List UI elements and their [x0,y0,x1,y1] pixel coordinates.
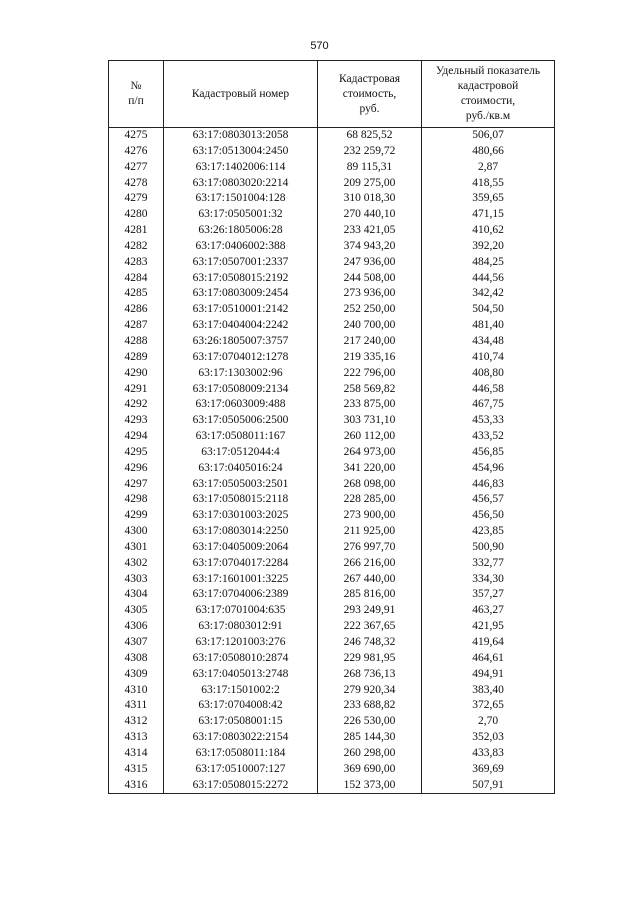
cadastral-number: 63:17:0803014:2250 [164,524,318,540]
specific-value: 2,70 [422,714,555,730]
specific-value: 500,90 [422,540,555,556]
cadastral-number: 63:17:0301003:2025 [164,508,318,524]
cadastral-value: 217 240,00 [318,334,422,350]
specific-value: 423,85 [422,524,555,540]
row-number: 4279 [109,191,164,207]
cadastral-number: 63:17:0803020:2214 [164,176,318,192]
row-number: 4290 [109,366,164,382]
table-row [109,714,555,730]
header-cadastral-value-line: Кадастровая [338,72,401,85]
row-number: 4300 [109,524,164,540]
cadastral-value: 293 249,91 [318,603,422,619]
table-row [109,603,555,619]
table-row [109,746,555,762]
cadastral-value: 247 936,00 [318,255,422,271]
cadastral-value: 222 796,00 [318,366,422,382]
header-specific-value [422,61,555,128]
table-header [109,61,555,128]
cadastral-number: 63:17:0406002:388 [164,239,318,255]
row-number: 4308 [109,651,164,667]
specific-value: 352,03 [422,730,555,746]
cadastral-value: 68 825,52 [318,128,422,144]
cadastral-value: 152 373,00 [318,778,422,794]
row-number: 4292 [109,397,164,413]
cadastral-value: 260 112,00 [318,429,422,445]
table-row [109,191,555,207]
cadastral-value: 209 275,00 [318,176,422,192]
row-number: 4312 [109,714,164,730]
cadastral-number: 63:17:0508001:15 [164,714,318,730]
cadastral-number: 63:17:0505006:2500 [164,413,318,429]
row-number: 4306 [109,619,164,635]
table-row [109,334,555,350]
row-number: 4284 [109,271,164,287]
table-row [109,730,555,746]
table-row [109,271,555,287]
specific-value: 418,55 [422,176,555,192]
table-row [109,477,555,493]
cadastral-value: 233 688,82 [318,698,422,714]
cadastral-number: 63:17:0704006:2389 [164,587,318,603]
specific-value: 410,62 [422,223,555,239]
cadastral-number: 63:17:0510001:2142 [164,302,318,318]
table-row [109,223,555,239]
cadastral-value: 228 285,00 [318,492,422,508]
row-number: 4305 [109,603,164,619]
specific-value: 421,95 [422,619,555,635]
row-number: 4294 [109,429,164,445]
row-number: 4310 [109,683,164,699]
cadastral-number: 63:17:0510007:127 [164,762,318,778]
header-cadastral-value-line: руб. [359,102,380,115]
table-row [109,286,555,302]
cadastral-value: 264 973,00 [318,445,422,461]
table-row [109,762,555,778]
cadastral-value: 211 925,00 [318,524,422,540]
cadastral-number: 63:17:0508015:2272 [164,778,318,794]
cadastral-value: 226 530,00 [318,714,422,730]
cadastral-value: 89 115,31 [318,160,422,176]
table-row [109,366,555,382]
cadastral-number: 63:17:0701004:635 [164,603,318,619]
cadastral-number: 63:17:1402006:114 [164,160,318,176]
cadastral-number: 63:17:0803012:91 [164,619,318,635]
cadastral-number: 63:17:0505003:2501 [164,477,318,493]
specific-value: 446,58 [422,382,555,398]
table-row [109,698,555,714]
specific-value: 453,33 [422,413,555,429]
row-number: 4314 [109,746,164,762]
cadastral-number: 63:17:0405016:24 [164,461,318,477]
specific-value: 408,80 [422,366,555,382]
table-row [109,350,555,366]
table-row [109,176,555,192]
row-number: 4315 [109,762,164,778]
cadastral-value: 273 900,00 [318,508,422,524]
specific-value: 456,85 [422,445,555,461]
cadastral-value: 285 816,00 [318,587,422,603]
table-row [109,128,555,144]
cadastral-number: 63:17:1501002:2 [164,683,318,699]
row-number: 4287 [109,318,164,334]
table-row [109,556,555,572]
header-num-line: п/п [128,95,144,107]
cadastral-number: 63:26:1805007:3757 [164,334,318,350]
specific-value: 369,69 [422,762,555,778]
table-row [109,619,555,635]
specific-value: 507,91 [422,778,555,794]
cadastral-number: 63:17:0803009:2454 [164,286,318,302]
cadastral-number: 63:17:0508011:184 [164,746,318,762]
cadastral-number: 63:17:0513004:2450 [164,144,318,160]
table-row [109,651,555,667]
specific-value: 471,15 [422,207,555,223]
row-number: 4299 [109,508,164,524]
cadastral-value: 341 220,00 [318,461,422,477]
cadastral-value: 232 259,72 [318,144,422,160]
table-row [109,445,555,461]
cadastral-value: 303 731,10 [318,413,422,429]
cadastral-value: 267 440,00 [318,572,422,588]
specific-value: 383,40 [422,683,555,699]
cadastral-number: 63:17:1501004:128 [164,191,318,207]
header-specific-value-line: Удельный показатель [435,65,541,77]
specific-value: 357,27 [422,587,555,603]
cadastral-value: 229 981,95 [318,651,422,667]
specific-value: 359,65 [422,191,555,207]
header-specific-value-line: руб./кв.м [465,110,511,122]
table-row [109,318,555,334]
cadastral-number: 63:17:1303002:96 [164,366,318,382]
cadastral-number: 63:17:0508015:2192 [164,271,318,287]
row-number: 4311 [109,698,164,714]
table-row [109,635,555,651]
table-row [109,160,555,176]
cadastral-value: 233 421,05 [318,223,422,239]
cadastral-number: 63:17:0404004:2242 [164,318,318,334]
row-number: 4309 [109,667,164,683]
cadastral-value: 279 920,34 [318,683,422,699]
specific-value: 332,77 [422,556,555,572]
table-row [109,778,555,794]
cadastral-value: 244 508,00 [318,271,422,287]
cadastral-value: 266 216,00 [318,556,422,572]
row-number: 4283 [109,255,164,271]
row-number: 4301 [109,540,164,556]
specific-value: 434,48 [422,334,555,350]
specific-value: 392,20 [422,239,555,255]
specific-value: 433,52 [422,429,555,445]
specific-value: 433,83 [422,746,555,762]
specific-value: 481,40 [422,318,555,334]
cadastral-number: 63:17:1201003:276 [164,635,318,651]
specific-value: 454,96 [422,461,555,477]
cadastral-number: 63:17:0505001:32 [164,207,318,223]
specific-value: 504,50 [422,302,555,318]
cadastral-table [108,60,555,794]
header-specific-value-line: стоимости, [460,95,516,107]
row-number: 4295 [109,445,164,461]
table-row [109,207,555,223]
row-number: 4316 [109,778,164,794]
table-row [109,397,555,413]
table-row [109,540,555,556]
specific-value: 463,27 [422,603,555,619]
row-number: 4276 [109,144,164,160]
specific-value: 446,83 [422,477,555,493]
table-row [109,508,555,524]
row-number: 4286 [109,302,164,318]
table-row [109,429,555,445]
specific-value: 456,50 [422,508,555,524]
row-number: 4296 [109,461,164,477]
row-number: 4293 [109,413,164,429]
header-num-line: № [130,80,142,92]
specific-value: 419,64 [422,635,555,651]
cadastral-value: 246 748,32 [318,635,422,651]
cadastral-number: 63:17:0803022:2154 [164,730,318,746]
specific-value: 334,30 [422,572,555,588]
cadastral-number: 63:17:0508011:167 [164,429,318,445]
cadastral-value: 252 250,00 [318,302,422,318]
cadastral-number: 63:17:0507001:2337 [164,255,318,271]
cadastral-value: 276 997,70 [318,540,422,556]
table-body [109,128,555,794]
table-row [109,587,555,603]
table-row [109,572,555,588]
cadastral-number: 63:17:0508009:2134 [164,382,318,398]
cadastral-number: 63:17:0512044:4 [164,445,318,461]
specific-value: 464,61 [422,651,555,667]
cadastral-value: 268 098,00 [318,477,422,493]
cadastral-value: 260 298,00 [318,746,422,762]
table-row [109,413,555,429]
row-number: 4278 [109,176,164,192]
specific-value: 494,91 [422,667,555,683]
specific-value: 444,56 [422,271,555,287]
table-row [109,239,555,255]
cadastral-value: 258 569,82 [318,382,422,398]
cadastral-number: 63:17:0405013:2748 [164,667,318,683]
header-cadastral-value-line: стоимость, [342,87,397,100]
cadastral-number: 63:17:0405009:2064 [164,540,318,556]
cadastral-value: 270 440,10 [318,207,422,223]
table-row [109,255,555,271]
cadastral-value: 222 367,65 [318,619,422,635]
header-cadastral-value [318,61,422,128]
cadastral-number: 63:17:0508010:2874 [164,651,318,667]
specific-value: 410,74 [422,350,555,366]
row-number: 4277 [109,160,164,176]
header-cadastral-number-line: Кадастровый номер [191,87,290,100]
table-row [109,524,555,540]
page-number: 570 [310,40,329,52]
table-row [109,302,555,318]
specific-value: 342,42 [422,286,555,302]
specific-value: 2,87 [422,160,555,176]
row-number: 4304 [109,587,164,603]
row-number: 4282 [109,239,164,255]
row-number: 4302 [109,556,164,572]
cadastral-number: 63:17:0803013:2058 [164,128,318,144]
cadastral-number: 63:17:0603009:488 [164,397,318,413]
cadastral-number: 63:17:0704017:2284 [164,556,318,572]
row-number: 4281 [109,223,164,239]
table-row [109,144,555,160]
cadastral-value: 233 875,00 [318,397,422,413]
cadastral-number: 63:17:1601001:3225 [164,572,318,588]
cadastral-value: 219 335,16 [318,350,422,366]
table-row [109,667,555,683]
cadastral-number: 63:17:0508015:2118 [164,492,318,508]
row-number: 4280 [109,207,164,223]
cadastral-value: 310 018,30 [318,191,422,207]
cadastral-number: 63:26:1805006:28 [164,223,318,239]
table-row [109,683,555,699]
specific-value: 484,25 [422,255,555,271]
cadastral-number: 63:17:0704012:1278 [164,350,318,366]
table-row [109,461,555,477]
cadastral-value: 268 736,13 [318,667,422,683]
row-number: 4307 [109,635,164,651]
cadastral-number: 63:17:0704008:42 [164,698,318,714]
table-row [109,382,555,398]
header-specific-value-line: кадастровой [457,80,519,92]
specific-value: 480,66 [422,144,555,160]
cadastral-value: 240 700,00 [318,318,422,334]
table-row [109,492,555,508]
row-number: 4303 [109,572,164,588]
specific-value: 456,57 [422,492,555,508]
header-cadastral-number [164,61,318,128]
row-number: 4291 [109,382,164,398]
row-number: 4288 [109,334,164,350]
header-num [109,61,164,128]
cadastral-value: 273 936,00 [318,286,422,302]
row-number: 4298 [109,492,164,508]
cadastral-value: 369 690,00 [318,762,422,778]
row-number: 4285 [109,286,164,302]
specific-value: 372,65 [422,698,555,714]
row-number: 4313 [109,730,164,746]
cadastral-value: 285 144,30 [318,730,422,746]
specific-value: 506,07 [422,128,555,144]
row-number: 4275 [109,128,164,144]
cadastral-value: 374 943,20 [318,239,422,255]
specific-value: 467,75 [422,397,555,413]
row-number: 4289 [109,350,164,366]
row-number: 4297 [109,477,164,493]
